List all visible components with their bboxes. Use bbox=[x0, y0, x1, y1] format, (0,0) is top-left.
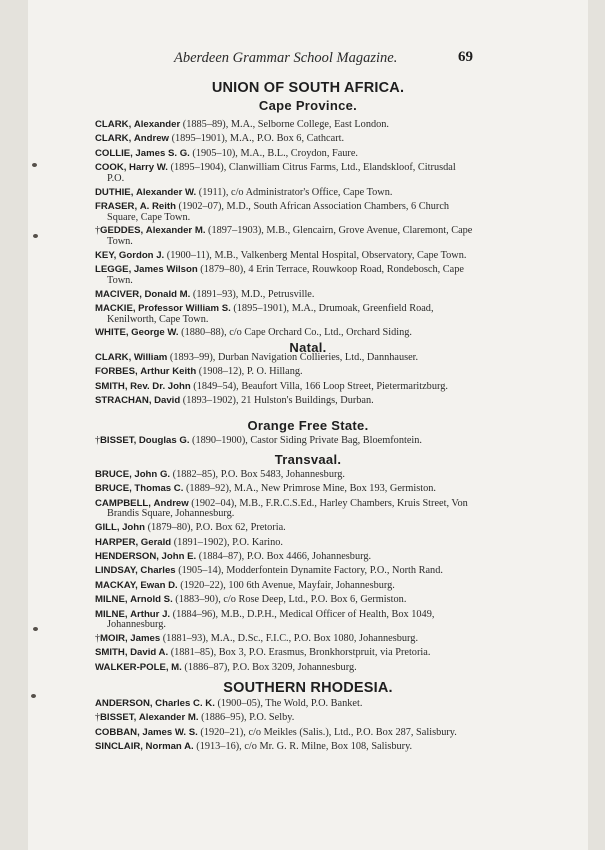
entry-surname: CLARK, bbox=[95, 133, 132, 145]
entry-lead bbox=[95, 483, 183, 494]
page-blemish bbox=[31, 694, 36, 698]
region-title: Transvaal. bbox=[274, 452, 342, 467]
entry-surname: LEGGE, bbox=[95, 264, 132, 276]
page-header bbox=[28, 50, 588, 72]
entry-details: (1893–99), Durban Navigation Collieries, Ltd., Dannhauser. bbox=[167, 352, 419, 363]
deceased-marker: † bbox=[95, 633, 100, 644]
alumni-entry bbox=[95, 304, 473, 325]
entry-given-name: William bbox=[133, 352, 168, 363]
region-title: Cape Province. bbox=[258, 98, 358, 113]
entry-details: (1890–1900), Castor Siding Private Bag, Bloemfontein. bbox=[189, 435, 422, 446]
entry-given-name: David A. bbox=[130, 647, 169, 659]
entry-details: (1881–85), Box 3, P.O. Erasmus, Bronkhorstpruit, via Pretoria. bbox=[168, 647, 431, 659]
alumni-entry bbox=[95, 610, 473, 631]
entry-details: (1885–89), M.A., Selborne College, East London. bbox=[180, 119, 389, 130]
entry-given-name: Professor William S. bbox=[138, 303, 231, 314]
entry-lead bbox=[95, 201, 176, 212]
alumni-entry bbox=[95, 188, 473, 199]
entry-surname: FORBES, bbox=[95, 366, 138, 378]
entry-given-name: Alexander bbox=[133, 119, 181, 130]
entry-surname: FRASER, bbox=[95, 201, 138, 212]
alumni-entry bbox=[95, 499, 473, 520]
entry-lead bbox=[95, 435, 189, 446]
entry-details: (1880–88), c/o Cape Orchard Co., Ltd., Orchard Siding. bbox=[178, 327, 412, 339]
entry-lead bbox=[95, 727, 198, 738]
entry-surname: MACIVER, bbox=[95, 288, 142, 300]
page-blemish bbox=[33, 627, 38, 631]
entry-lead bbox=[95, 522, 145, 533]
entry-given-name: Rev. Dr. John bbox=[130, 380, 191, 392]
section-title-rhodesia: SOUTHERN RHODESIA. bbox=[223, 680, 393, 696]
entry-surname: STRACHAN, bbox=[95, 395, 152, 407]
entry-surname: CLARK, bbox=[95, 352, 132, 363]
entry-lead bbox=[95, 594, 173, 605]
alumni-entry bbox=[95, 367, 473, 378]
entry-details: (1884–96), M.B., D.P.H., Medical Officer of Health, Box 1049, Johannesburg. bbox=[107, 608, 435, 631]
entry-lead bbox=[95, 580, 178, 591]
entry-surname: WALKER-POLE, bbox=[95, 661, 169, 673]
entry-details: (1908–12), P. O. Hillang. bbox=[196, 366, 303, 378]
entry-surname: MACKIE, bbox=[95, 303, 136, 314]
entry-surname: COLLIE, bbox=[95, 147, 133, 159]
entry-given-name: Donald M. bbox=[144, 288, 191, 300]
entry-given-name: Arnold S. bbox=[130, 594, 173, 606]
entry-given-name: Douglas G. bbox=[138, 435, 190, 446]
entry-given-name: Norman A. bbox=[145, 741, 194, 753]
entry-surname: LINDSAY, bbox=[95, 565, 138, 577]
entry-details: (1882–85), P.O. Box 5483, Johannesburg. bbox=[170, 469, 345, 480]
entry-details: (1920–22), 100 6th Avenue, Mayfair, Johannesburg. bbox=[177, 579, 395, 591]
alumni-entry bbox=[95, 382, 473, 393]
entry-details: (1895–1901), M.A., Drumoak, Greenfield Road, Kenilworth, Cape Town. bbox=[107, 303, 434, 325]
entry-lead bbox=[95, 327, 179, 338]
alumni-entry bbox=[95, 202, 473, 223]
entry-given-name: Gordon J. bbox=[118, 249, 165, 261]
entry-surname: MILNE, bbox=[95, 594, 128, 606]
entry-lead bbox=[95, 162, 168, 173]
deceased-marker: † bbox=[95, 435, 100, 446]
entry-lead bbox=[95, 133, 169, 144]
entry-details: (1883–90), c/o Rose Deep, Ltd., P.O. Box 6, Germiston. bbox=[172, 594, 407, 606]
alumni-entry bbox=[95, 742, 473, 753]
alumni-entry bbox=[95, 251, 473, 262]
entry-surname: MACKAY, bbox=[95, 579, 138, 591]
entry-surname: BRUCE, bbox=[95, 483, 132, 495]
entry-given-name: Alexander M. bbox=[145, 225, 206, 237]
entry-given-name: Arthur J. bbox=[130, 608, 171, 620]
alumni-entry bbox=[95, 552, 473, 563]
entry-given-name: Alexander W. bbox=[135, 186, 197, 198]
entry-lead bbox=[95, 366, 196, 377]
alumni-entry bbox=[95, 163, 473, 184]
entry-surname: SINCLAIR, bbox=[95, 741, 143, 753]
entry-given-name: James bbox=[130, 633, 161, 644]
entry-details: (1886–87), P.O. Box 3209, Johannesburg. bbox=[181, 661, 357, 673]
alumni-entry bbox=[95, 290, 473, 301]
entry-given-name: A. Reith bbox=[139, 201, 176, 212]
entry-details: (1884–87), P.O. Box 4466, Johannesburg. bbox=[196, 551, 372, 562]
entry-given-name: Ewan D. bbox=[140, 579, 178, 591]
entry-lead bbox=[95, 741, 194, 752]
entry-given-name: Gerald bbox=[140, 536, 172, 548]
entry-details: (1893–1902), 21 Hulston's Buildings, Durban. bbox=[180, 395, 374, 407]
entry-details: (1879–80), P.O. Box 62, Pretoria. bbox=[145, 522, 286, 534]
entry-surname: CAMPBELL, bbox=[95, 497, 151, 509]
entry-given-name: Alexander M. bbox=[138, 712, 199, 724]
alumni-entry bbox=[95, 120, 473, 131]
entry-details: (1897–1903), M.B., Glencairn, Grove Avenue, Claremont, Cape Town. bbox=[107, 225, 473, 247]
entry-given-name: Charles bbox=[140, 565, 176, 577]
entry-lead bbox=[95, 303, 231, 314]
entry-surname: GEDDES, bbox=[100, 225, 144, 237]
entry-given-name: David bbox=[154, 395, 181, 407]
alumni-entry bbox=[95, 226, 473, 247]
entry-surname: COOK, bbox=[95, 162, 127, 174]
entry-details: (1905–10), M.A., B.L., Croydon, Faure. bbox=[189, 147, 358, 159]
entry-given-name: James Wilson bbox=[133, 264, 198, 276]
entry-details: (1879–80), 4 Erin Terrace, Rouwkoop Road, Rondebosch, Cape Town. bbox=[107, 264, 464, 286]
entry-given-name: John E. bbox=[161, 551, 197, 562]
entry-lead bbox=[95, 551, 196, 562]
entry-surname: HENDERSON, bbox=[95, 551, 159, 562]
entry-surname: KEY, bbox=[95, 249, 117, 261]
entry-surname: HARPER, bbox=[95, 536, 139, 548]
alumni-entry bbox=[95, 663, 473, 674]
alumni-entry bbox=[95, 396, 473, 407]
entry-surname: DUTHIE, bbox=[95, 186, 134, 198]
entry-given-name: Andrew bbox=[153, 497, 189, 509]
entry-surname: MILNE, bbox=[95, 608, 128, 620]
entry-given-name: Charles C. K. bbox=[155, 698, 215, 709]
entry-details: (1900–05), The Wold, P.O. Banket. bbox=[214, 698, 363, 709]
alumni-entry bbox=[95, 581, 473, 592]
entry-details: (1902–07), M.D., South African Association Chambers, 6 Church Square, Cape Town. bbox=[107, 201, 450, 223]
alumni-entry bbox=[95, 713, 473, 724]
entry-lead bbox=[95, 381, 191, 392]
entry-given-name: James W. S. bbox=[142, 726, 198, 738]
entry-details: (1891–93), M.D., Petrusville. bbox=[190, 288, 315, 300]
page-number: 69 bbox=[458, 49, 473, 65]
entry-surname: GILL, bbox=[95, 522, 120, 534]
entry-lead bbox=[95, 225, 205, 236]
entry-lead bbox=[95, 395, 180, 406]
entry-given-name: M. bbox=[171, 661, 182, 673]
magazine-page bbox=[28, 0, 588, 850]
entry-given-name: Arthur Keith bbox=[140, 366, 197, 378]
entry-details: (1895–1904), Clanwilliam Citrus Farms, Ltd., Elandskloof, Citrusdal P.O. bbox=[107, 162, 456, 184]
entry-lead bbox=[95, 498, 189, 509]
alumni-entry bbox=[95, 538, 473, 549]
entry-lead bbox=[95, 352, 167, 363]
entry-details: (1920–21), c/o Meikles (Salis.), Ltd., P.O. Box 287, Salisbury. bbox=[197, 726, 457, 738]
entry-details: (1889–92), M.A., New Primrose Mine, Box 193, Germiston. bbox=[183, 483, 436, 495]
entry-given-name: George W. bbox=[131, 327, 179, 339]
alumni-entry bbox=[95, 436, 473, 447]
entry-lead bbox=[95, 264, 198, 275]
page-blemish bbox=[32, 163, 37, 167]
entry-surname: CLARK, bbox=[95, 119, 132, 130]
entry-lead bbox=[95, 647, 168, 658]
entry-lead bbox=[95, 633, 160, 644]
region-title: Natal. bbox=[289, 340, 327, 355]
entry-surname: BISSET, bbox=[100, 435, 137, 446]
entry-details: (1911), c/o Administrator's Office, Cape Town. bbox=[196, 186, 393, 198]
alumni-entry bbox=[95, 648, 473, 659]
entry-surname: SMITH, bbox=[95, 647, 128, 659]
entry-details: (1881–93), M.A., D.Sc., F.I.C., P.O. Box 1080, Johannesburg. bbox=[160, 633, 419, 644]
alumni-entry bbox=[95, 149, 473, 160]
entry-surname: BISSET, bbox=[100, 712, 137, 724]
entry-details: (1905–14), Modderfontein Dynamite Factory, P.O., North Rand. bbox=[175, 565, 443, 577]
entry-lead bbox=[95, 609, 170, 620]
entry-surname: WHITE, bbox=[95, 327, 129, 339]
entry-details: (1886–95), P.O. Selby. bbox=[198, 712, 295, 724]
region-title: Orange Free State. bbox=[247, 418, 369, 433]
entry-details: (1849–54), Beaufort Villa, 166 Loop Street, Pietermaritzburg. bbox=[190, 380, 448, 392]
entry-surname: ANDERSON, bbox=[95, 698, 153, 709]
alumni-entry bbox=[95, 470, 473, 481]
entry-lead bbox=[95, 148, 190, 159]
alumni-entry bbox=[95, 699, 473, 710]
entry-lead bbox=[95, 712, 199, 723]
entry-details: (1913–16), c/o Mr. G. R. Milne, Box 108, Salisbury. bbox=[193, 741, 413, 753]
entry-lead bbox=[95, 469, 170, 480]
entry-lead bbox=[95, 565, 176, 576]
entry-details: (1900–11), M.B., Valkenberg Mental Hospital, Observatory, Cape Town. bbox=[164, 249, 467, 261]
alumni-entry bbox=[95, 595, 473, 606]
entry-surname: COBBAN, bbox=[95, 726, 140, 738]
alumni-entry bbox=[95, 523, 473, 534]
entry-lead bbox=[95, 698, 215, 709]
entry-surname: SMITH, bbox=[95, 380, 128, 392]
entry-lead bbox=[95, 537, 171, 548]
section-title: UNION OF SOUTH AFRICA. bbox=[211, 80, 405, 96]
page-blemish bbox=[33, 234, 38, 238]
alumni-entry bbox=[95, 634, 473, 645]
alumni-entry bbox=[95, 484, 473, 495]
alumni-entry bbox=[95, 566, 473, 577]
alumni-entry bbox=[95, 265, 473, 286]
entry-given-name: Harry W. bbox=[129, 162, 168, 174]
entry-lead bbox=[95, 289, 190, 300]
entry-given-name: Andrew bbox=[133, 133, 170, 145]
entry-details: (1895–1901), M.A., P.O. Box 6, Cathcart. bbox=[169, 133, 345, 145]
deceased-marker: † bbox=[95, 712, 100, 724]
alumni-entry bbox=[95, 134, 473, 145]
entry-details: (1902–04), M.B., F.R.C.S.Ed., Harley Chambers, Kruis Street, Von Brandis Square, Johannesburg. bbox=[107, 497, 468, 520]
alumni-entry bbox=[95, 353, 473, 364]
entry-surname: MOIR, bbox=[100, 633, 128, 644]
entry-given-name: John bbox=[122, 522, 146, 534]
entry-lead bbox=[95, 662, 182, 673]
alumni-entry bbox=[95, 328, 473, 339]
entry-given-name: John G. bbox=[134, 469, 171, 480]
entry-details: (1891–1902), P.O. Karino. bbox=[171, 536, 283, 548]
entry-surname: BRUCE, bbox=[95, 469, 132, 480]
entry-given-name: James S. G. bbox=[135, 147, 190, 159]
entry-lead bbox=[95, 119, 180, 130]
entry-given-name: Thomas C. bbox=[134, 483, 184, 495]
deceased-marker: † bbox=[95, 225, 100, 237]
alumni-entry bbox=[95, 728, 473, 739]
entry-lead bbox=[95, 250, 164, 261]
entry-lead bbox=[95, 187, 196, 198]
running-title: Aberdeen Grammar School Magazine. bbox=[174, 50, 398, 66]
